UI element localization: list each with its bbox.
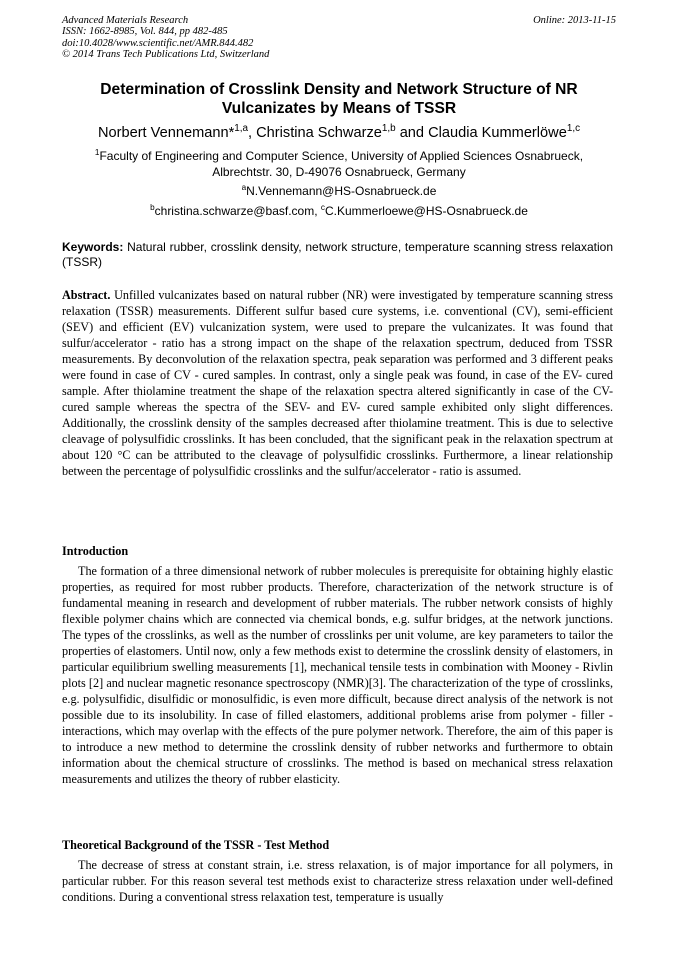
- keywords-label: Keywords:: [62, 240, 124, 254]
- abstract-text: Unfilled vulcanizates based on natural rubber (NR) were investigated by temperature scanning stress relaxation (TSSR) measurements. Different sulfur based cure systems, i.e. conventional (CV), semi-efficient (SEV) and efficient (EV) vulcanization system, were used to prepare the vulcanizates. It was found that sulfur/accelerator - ratio has a strong impact on the shape of the relaxation spectrum, deduced from TSSR measurements. By deconvolution of the relaxation spectra, peak separation was performed and 3 different peaks were found in case of CV - cured samples. In contrast, only a single peak was found, in case of the EV- cured sample. After thiolamine treatment the shape of the relaxation spectra altered significantly in case of the CV- cured sample whereas the spectra of the SEV- and EV- cured sample exhibited only slight differences. Additionally, the crosslink density of the samples decreased after thiolamine treatment. This is due to selective cleavage of polysulfidic crosslinks. It has been concluded, that the significant peak in the relaxation spectrum at about 120 °C can be attributed to the cleavage of polysulfidic crosslinks. Furthermore, a linear relationship between the percentage of polysulfidic crosslinks and the sulfur/accelerator - ratio is assumed.: [62, 288, 613, 478]
- doi-line: doi:10.4028/www.scientific.net/AMR.844.482: [62, 37, 254, 49]
- affiliation-block: [62, 149, 616, 219]
- author-list: [62, 124, 616, 142]
- journal-name: Advanced Materials Research: [62, 15, 189, 26]
- keywords-text: Natural rubber, crosslink density, network structure, temperature scanning stress relaxation (TSSR): [62, 240, 613, 269]
- theory-heading: Theoretical Background of the TSSR - Test Method: [62, 838, 330, 852]
- journal-header: [62, 15, 616, 60]
- author-superscript: 1,c: [566, 123, 581, 135]
- author-name: Norbert Vennemann*: [97, 125, 235, 141]
- author-name: Claudia Kummerlöwe: [428, 125, 567, 141]
- affiliation-text: Faculty of Engineering and Computer Science, University of Applied Sciences Osnabrueck,: [99, 149, 584, 163]
- email-superscript: b: [150, 202, 155, 212]
- author-superscript: 1,b: [381, 123, 396, 135]
- keywords-block: [62, 240, 613, 270]
- email-b: christina.schwarze@basf.com,: [154, 203, 321, 218]
- email-superscript: a: [241, 183, 247, 192]
- introduction-heading: Introduction: [62, 544, 129, 558]
- author-superscript: 1,a: [234, 123, 249, 135]
- abstract-block: [62, 287, 613, 479]
- affiliation-line: [62, 149, 616, 165]
- online-date: Online: 2013-11-15: [533, 15, 616, 26]
- email-line-bc: [62, 204, 616, 220]
- theory-paragraph: The decrease of stress at constant strain, i.e. stress relaxation, is of major importance for all polymers, in particular rubber. For this reason several test methods exist to characterize stress relaxation under well-defined conditions. During a conventional stress relaxation test, temperature is usually: [62, 858, 613, 904]
- paper-title: Determination of Crosslink Density and Network Structure of NR Vulcanizates by Means of TSSR: [100, 81, 578, 117]
- introduction-paragraph: The formation of a three dimensional network of rubber molecules is prerequisite for obtaining highly elastic properties, as required for most rubber products. Therefore, characterization of the network structure is of fundamental meaning in research and development of rubber materials. The rubber network consists of highly flexible polymer chains which are connected via chemical bonds, e.g. sulfur bridges, at the network junctions. The types of the crosslinks, as well as the number of crosslinks per unit volume, are key parameters to tailor the properties of elastomers. Until now, only a few methods exist to determine the crosslink density of elastomers, in particular equilibrium swelling measurements [1], mechanical tensile tests in combination with Mooney - Rivlin plots [2] and nuclear magnetic resonance spectroscopy (NMR)[3]. The characterization of the type of crosslinks, e.g. polysulfidic, disulfidic or monosulfidic, is even more difficult, because direct analysis of the network is not possible due to its insolubility. In case of filled elastomers, additional problems arise from polymer - filler - interactions, which may overlap with the effects of the pure polymer network. Therefore, the aim of this paper is to introduce a new method to determine the crosslink density of rubber networks and furthermore to obtain information about the chemical structure of crosslinks. The method is based on mechanical stress relaxation measurements and utilizes the theory of rubber elasticity.: [62, 564, 613, 786]
- issn-line: ISSN: 1662-8985, Vol. 844, pp 482-485: [62, 26, 228, 38]
- affiliation-address: Albrechtstr. 30, D-49076 Osnabrueck, Germany: [212, 164, 466, 179]
- author-name: Christina Schwarze: [256, 125, 382, 141]
- email-line-a: [62, 184, 616, 200]
- email-c: C.Kummerloewe@HS-Osnabrueck.de: [324, 203, 528, 218]
- email-superscript: c: [320, 202, 325, 212]
- abstract-label: Abstract.: [62, 288, 111, 302]
- affiliation-superscript: 1: [94, 148, 100, 157]
- author-separator: ,: [248, 125, 257, 141]
- author-separator: and: [395, 125, 429, 141]
- copyright-line: © 2014 Trans Tech Publications Ltd, Switzerland: [62, 48, 270, 60]
- email-a: N.Vennemann@HS-Osnabrueck.de: [246, 184, 437, 198]
